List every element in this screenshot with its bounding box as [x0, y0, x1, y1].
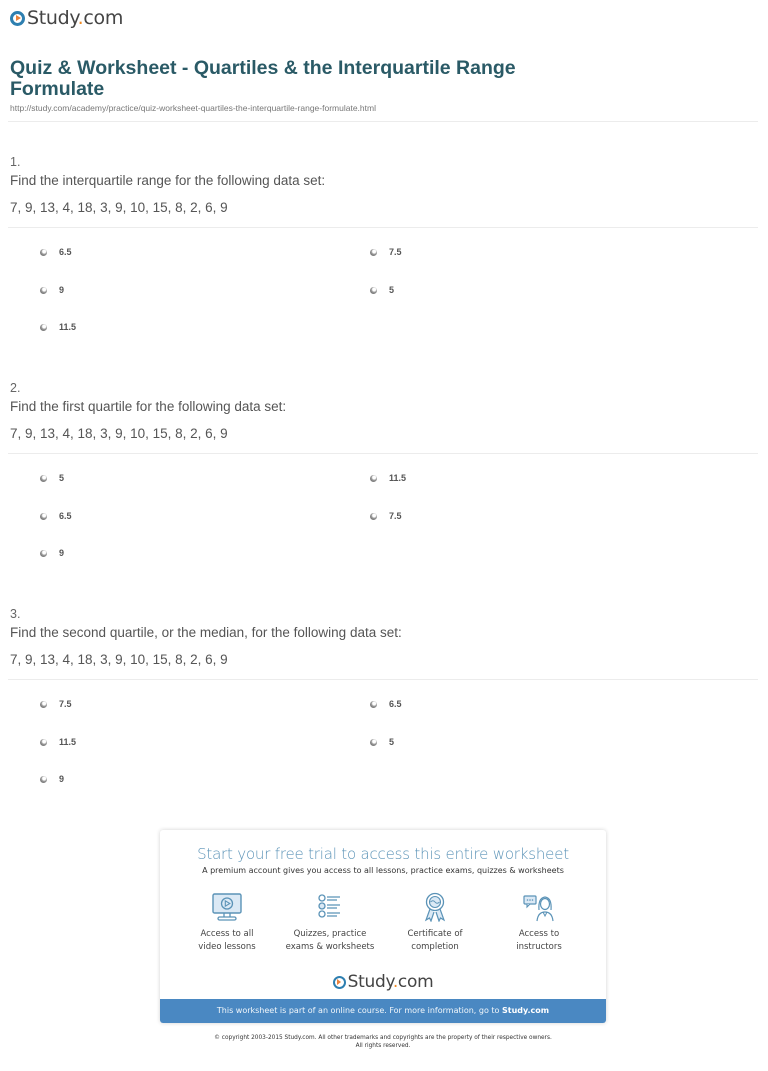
question-data-set: 7, 9, 13, 4, 18, 3, 9, 10, 15, 8, 2, 6, 9 — [10, 426, 228, 441]
radio-button-icon[interactable] — [40, 776, 47, 783]
question-data-set: 7, 9, 13, 4, 18, 3, 9, 10, 15, 8, 2, 6, 9 — [10, 652, 228, 667]
promo-info-bar: This worksheet is part of an online course. For more information, go to Study.com — [160, 999, 606, 1023]
radio-button-icon[interactable] — [40, 550, 47, 557]
answer-option[interactable]: 9 — [40, 548, 64, 558]
play-logo-icon — [10, 11, 25, 26]
question-text: Find the first quartile for the following data set: — [10, 399, 287, 414]
free-trial-promo — [160, 830, 606, 1023]
question-text: Find the interquartile range for the following data set: — [10, 173, 326, 188]
radio-button-icon[interactable] — [370, 475, 377, 482]
answer-option[interactable]: 11.5 — [40, 322, 76, 332]
radio-button-icon[interactable] — [40, 324, 47, 331]
answer-option[interactable]: 6.5 — [40, 511, 72, 521]
radio-button-icon[interactable] — [370, 513, 377, 520]
answer-option[interactable]: 6.5 — [40, 247, 72, 257]
monitor-play-icon — [210, 892, 244, 922]
feature-instructors: Access to instructors — [484, 892, 594, 954]
study-link[interactable]: Study.com — [501, 1006, 550, 1015]
answer-option[interactable]: 7.5 — [370, 247, 402, 257]
radio-button-icon[interactable] — [40, 739, 47, 746]
answer-option[interactable]: 7.5 — [370, 511, 402, 521]
question-divider — [8, 227, 758, 228]
radio-button-icon[interactable] — [40, 701, 47, 708]
radio-button-icon[interactable] — [40, 475, 47, 482]
header-divider — [8, 121, 758, 122]
promo-subline: A premium account gives you access to all lessons, practice exams, quizzes & worksheets — [202, 866, 564, 875]
answer-option[interactable]: 11.5 — [370, 473, 406, 483]
radio-button-icon[interactable] — [40, 249, 47, 256]
question-number: 1. — [10, 155, 21, 169]
answer-option[interactable]: 11.5 — [40, 737, 76, 747]
answer-option[interactable]: 9 — [40, 774, 64, 784]
question-number: 2. — [10, 381, 21, 395]
radio-button-icon[interactable] — [370, 739, 377, 746]
answer-option[interactable]: 6.5 — [370, 699, 402, 709]
answer-option[interactable]: 5 — [370, 285, 394, 295]
copyright-notice: © copyright 2003-2015 Study.com. All other trademarks and copyrights are the property of their respective owners. All rights reserved. — [214, 1035, 552, 1049]
page-title: Quiz & Worksheet - Quartiles & the Interquartile Range Formulate — [10, 57, 516, 100]
list-icon — [313, 892, 347, 922]
answer-option[interactable]: 5 — [370, 737, 394, 747]
play-logo-icon — [333, 976, 346, 989]
question-number: 3. — [10, 607, 21, 621]
feature-quizzes: Quizzes, practice exams & worksheets — [275, 892, 385, 954]
radio-button-icon[interactable] — [370, 701, 377, 708]
radio-button-icon[interactable] — [370, 287, 377, 294]
answer-option[interactable]: 9 — [40, 285, 64, 295]
feature-certificate: Certificate of completion — [380, 892, 490, 954]
feature-video-lessons: Access to all video lessons — [172, 892, 282, 954]
study-logo[interactable] — [10, 7, 123, 29]
question-text: Find the second quartile, or the median, for the following data set: — [10, 625, 402, 640]
radio-button-icon[interactable] — [370, 249, 377, 256]
certificate-ribbon-icon — [418, 892, 452, 922]
answer-option[interactable]: 7.5 — [40, 699, 72, 709]
question-divider — [8, 679, 758, 680]
page-url[interactable]: http://study.com/academy/practice/quiz-worksheet-quartiles-the-interquartile-range-formulate.html — [10, 103, 376, 113]
answer-option[interactable]: 5 — [40, 473, 64, 483]
logo-text: Study.com — [27, 7, 124, 29]
instructor-chat-icon — [522, 892, 556, 922]
promo-headline[interactable]: Start your free trial to access this entire worksheet — [197, 845, 569, 863]
question-divider — [8, 453, 758, 454]
radio-button-icon[interactable] — [40, 287, 47, 294]
radio-button-icon[interactable] — [40, 513, 47, 520]
promo-study-logo[interactable]: Study.com — [160, 972, 606, 992]
question-data-set: 7, 9, 13, 4, 18, 3, 9, 10, 15, 8, 2, 6, 9 — [10, 200, 228, 215]
